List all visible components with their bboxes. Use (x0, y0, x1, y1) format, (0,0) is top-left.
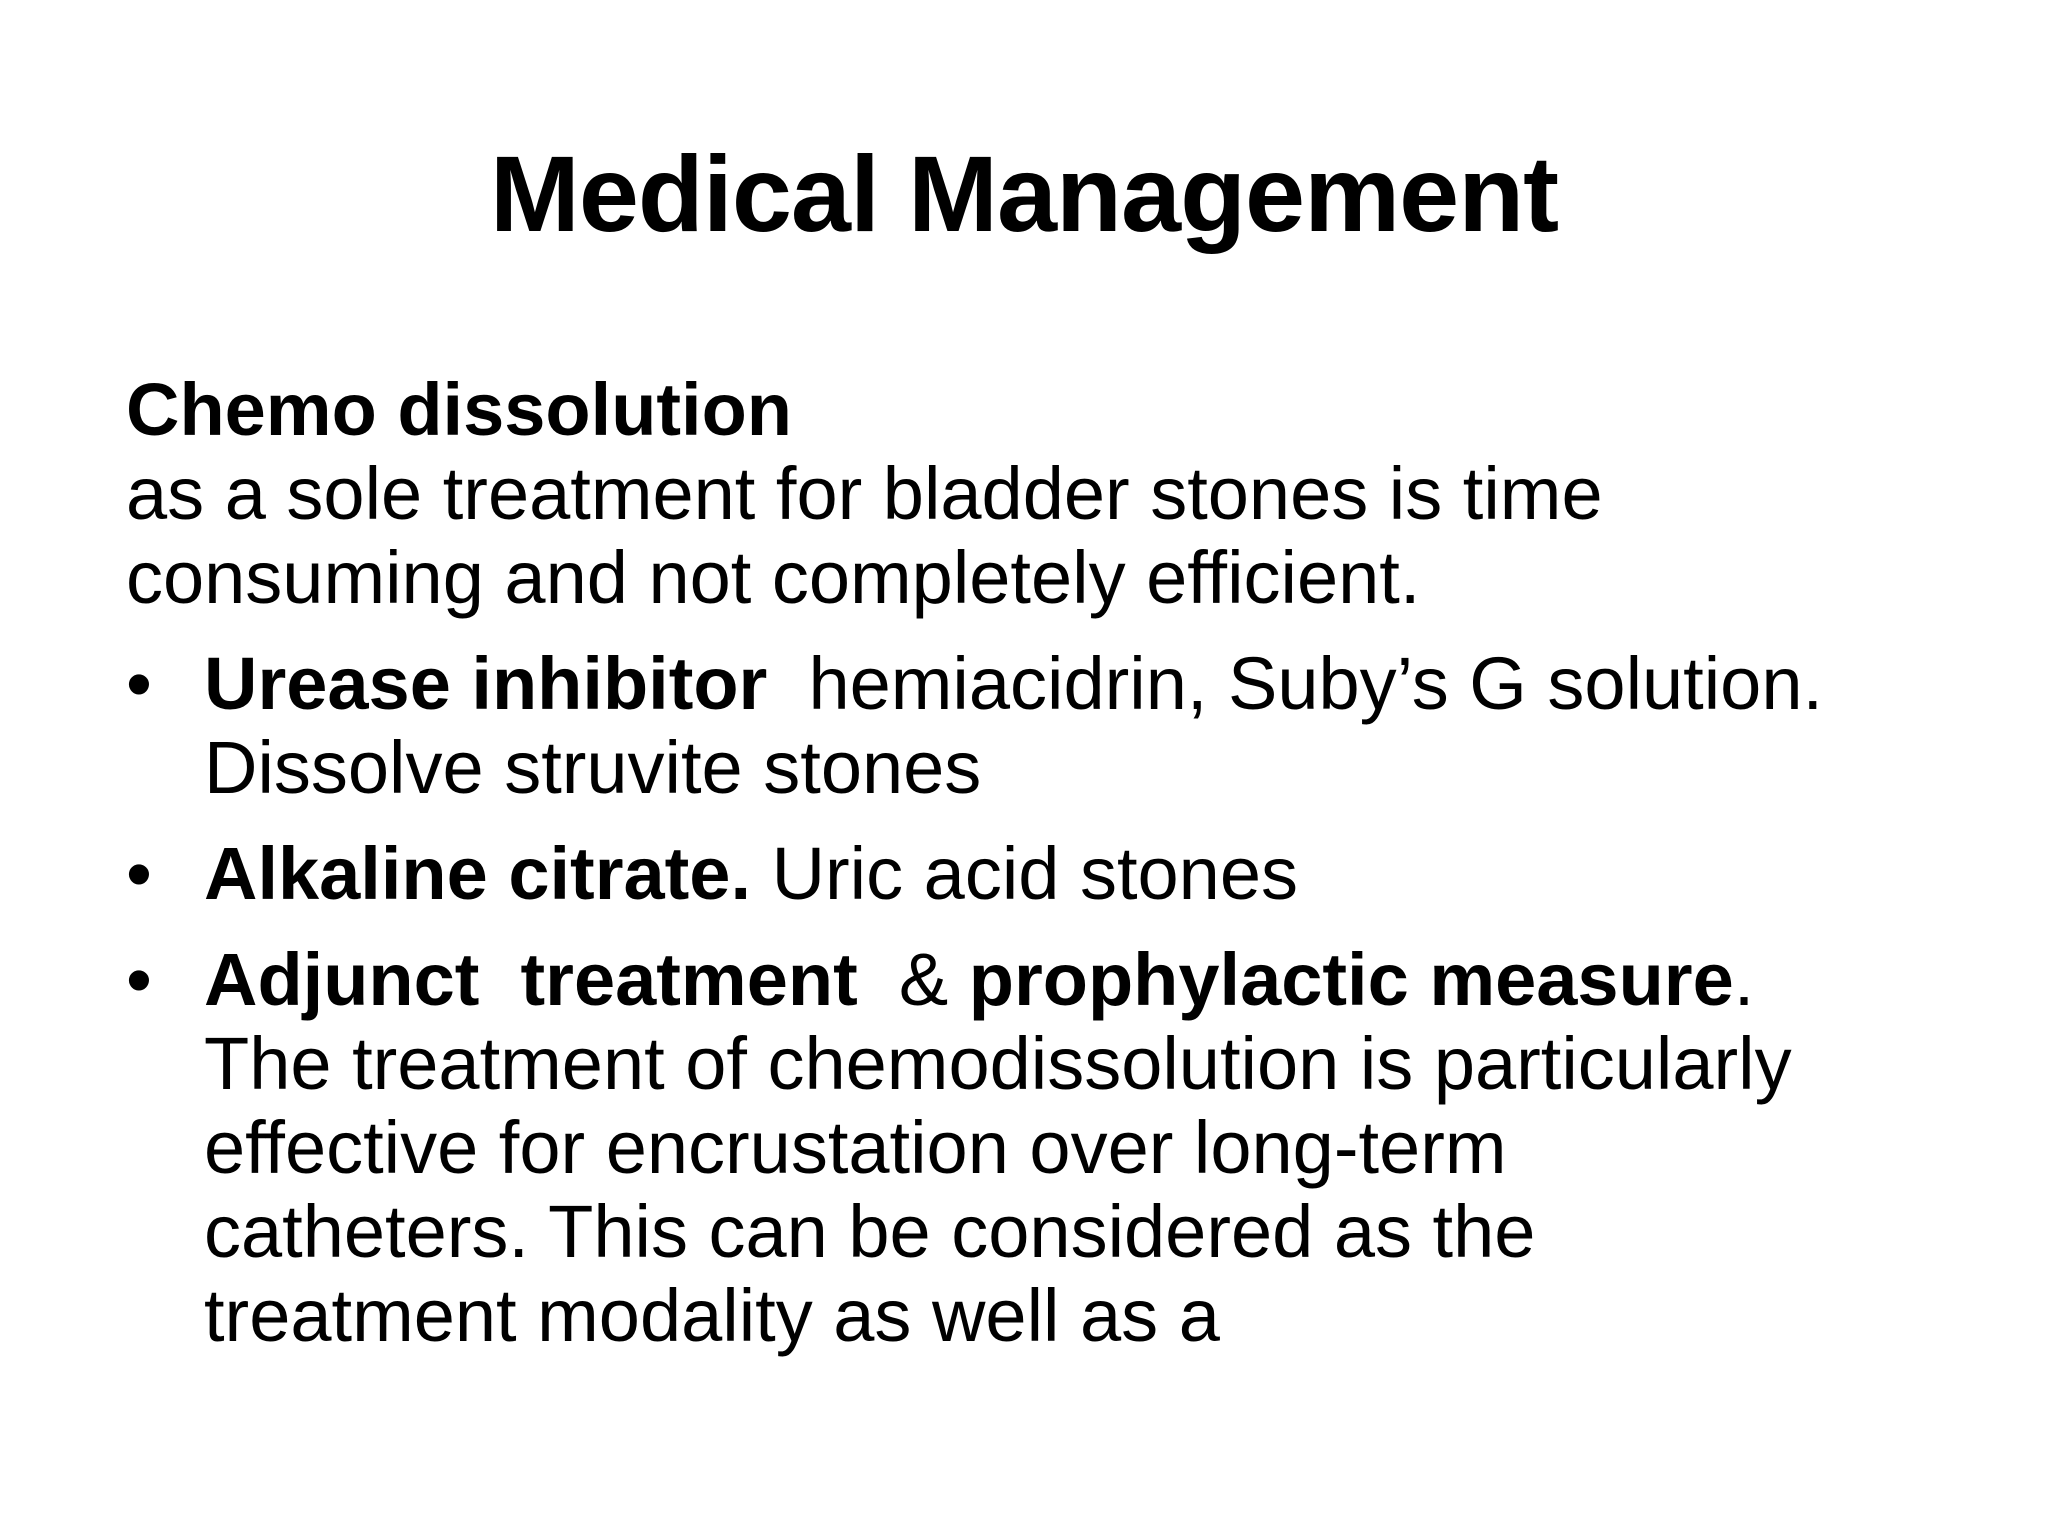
bullet-text-line-3: effective for encrustation over long-term (204, 1106, 1507, 1189)
slide-title: Medical Management (489, 133, 1559, 254)
bullet-item-adjunct (126, 938, 1986, 1358)
bullet-icon: • (126, 642, 152, 725)
bullet-list (126, 642, 1986, 1358)
bullet-text-line-5: treatment modality as well as a (204, 1274, 1220, 1357)
bullet-bold-label: Urease inhibitor (204, 642, 768, 725)
bullet-text-line-4: catheters. This can be considered as the (204, 1190, 1536, 1273)
bullet-text-continued: Dissolve struvite stones (204, 726, 982, 809)
bullet-period: . (1733, 938, 1755, 1021)
bullet-text: Uric acid stones (751, 832, 1298, 915)
bullet-item-urease (126, 642, 1986, 810)
section-heading: Chemo dissolution (126, 368, 792, 451)
bullet-icon: • (126, 938, 152, 1021)
bullet-bold-label-2: prophylactic measure (968, 938, 1734, 1021)
intro-line-1: as a sole treatment for bladder stones is time (126, 452, 1603, 535)
bullet-text: hemiacidrin, Suby’s G solution. (767, 642, 1824, 725)
bullet-text-line-2: The treatment of chemodissolution is particularly (204, 1022, 1792, 1105)
bullet-bold-label: Adjunct treatment (204, 938, 858, 1021)
bullet-connector: & (857, 938, 969, 1021)
bullet-icon: • (126, 832, 152, 915)
slide-body (126, 368, 1986, 1380)
bullet-bold-label: Alkaline citrate. (204, 832, 752, 915)
intro-line-2: consuming and not completely efficient. (126, 536, 1421, 619)
bullet-item-alkaline (126, 832, 1986, 916)
